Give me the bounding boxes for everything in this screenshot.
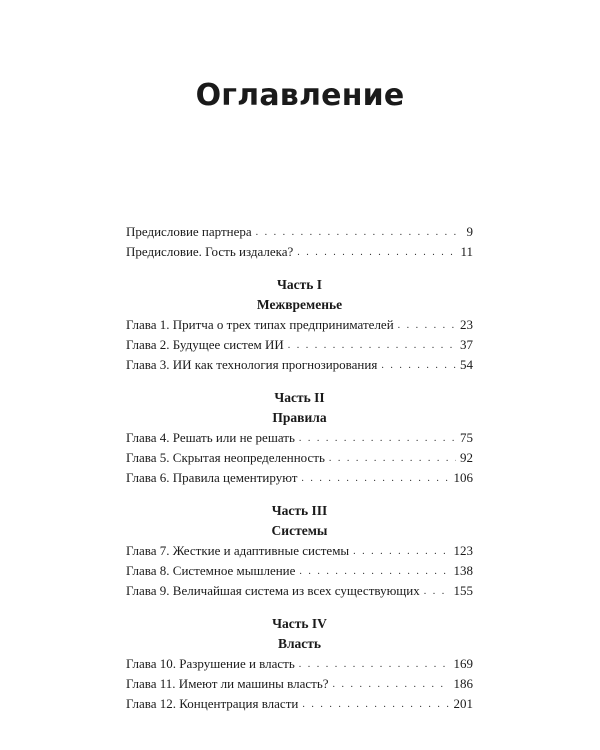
dot-leader	[353, 542, 449, 562]
toc-entry-front-1	[126, 222, 473, 242]
dot-leader	[256, 223, 463, 243]
part-name: Правила	[272, 410, 327, 425]
toc-entry-page: 75	[460, 430, 473, 445]
part-label: Часть III	[271, 503, 328, 518]
toc-entry-title: Предисловие партнера	[126, 224, 252, 239]
toc-entry-title: Глава 12. Концентрация власти	[126, 696, 299, 711]
dot-leader	[299, 562, 449, 582]
toc-entry-page: 201	[453, 696, 473, 711]
dot-leader	[329, 449, 456, 469]
toc-entry-page: 106	[453, 470, 473, 485]
toc-entry-page: 54	[460, 357, 473, 372]
toc-entry-title: Глава 2. Будущее систем ИИ	[126, 337, 284, 352]
toc-entry-title: Глава 10. Разрушение и власть	[126, 656, 295, 671]
toc-entry-title: Глава 11. Имеют ли машины власть?	[126, 676, 329, 691]
toc-entry-title: Глава 1. Притча о трех типах предпринимателей	[126, 317, 394, 332]
toc-entry-page: 37	[460, 337, 473, 352]
toc-entry-title: Глава 6. Правила цементируют	[126, 470, 298, 485]
dot-leader	[301, 469, 449, 489]
toc-entry-page: 186	[453, 676, 473, 691]
toc-entry-chapter	[126, 468, 473, 488]
dot-leader	[288, 336, 456, 356]
toc-entry-page: 155	[453, 583, 473, 598]
toc-entry-chapter	[126, 654, 473, 674]
toc-entry-chapter	[126, 694, 473, 714]
toc-entry-chapter	[126, 448, 473, 468]
toc-entry-front-2	[126, 242, 473, 262]
toc-entry-chapter	[126, 674, 473, 694]
dot-leader	[424, 582, 450, 602]
toc-entry-chapter	[126, 581, 473, 601]
dot-leader	[333, 675, 450, 695]
toc-entry-chapter	[126, 561, 473, 581]
toc-entry-chapter	[126, 428, 473, 448]
part-name: Власть	[277, 636, 322, 651]
dot-leader	[381, 356, 456, 376]
toc-entry-page: 169	[453, 656, 473, 671]
part-label: Часть I	[276, 277, 323, 292]
toc-entry-page: 123	[453, 543, 473, 558]
dot-leader	[302, 695, 449, 715]
toc-entry-chapter	[126, 355, 473, 375]
toc-entry-chapter	[126, 315, 473, 335]
toc-entry-page: 23	[460, 317, 473, 332]
toc-entry-title: Глава 9. Величайшая система из всех существующих	[126, 583, 420, 598]
toc-entry-chapter	[126, 335, 473, 355]
dot-leader	[398, 316, 456, 336]
part-name: Межвременье	[256, 297, 343, 312]
toc-entry-title: Глава 4. Решать или не решать	[126, 430, 295, 445]
part-name: Системы	[271, 523, 328, 538]
toc-entry-title: Глава 8. Системное мышление	[126, 563, 296, 578]
dot-leader	[299, 655, 450, 675]
part-label: Часть II	[274, 390, 325, 405]
toc-entry-page: 9	[466, 224, 473, 239]
toc-heading: Оглавление	[195, 78, 405, 113]
part-label: Часть IV	[272, 616, 327, 631]
toc-entry-title: Глава 5. Скрытая неопределенность	[126, 450, 325, 465]
toc-entry-page: 92	[460, 450, 473, 465]
toc-entry-title: Глава 3. ИИ как технология прогнозирования	[126, 357, 378, 372]
toc-entry-chapter	[126, 541, 473, 561]
toc-entry-title: Предисловие. Гость издалека?	[126, 244, 294, 259]
dot-leader	[297, 243, 456, 263]
table-of-contents	[126, 222, 473, 714]
dot-leader	[299, 429, 456, 449]
toc-entry-page: 138	[453, 563, 473, 578]
toc-entry-page: 11	[460, 244, 473, 259]
toc-entry-title: Глава 7. Жесткие и адаптивные системы	[126, 543, 350, 558]
